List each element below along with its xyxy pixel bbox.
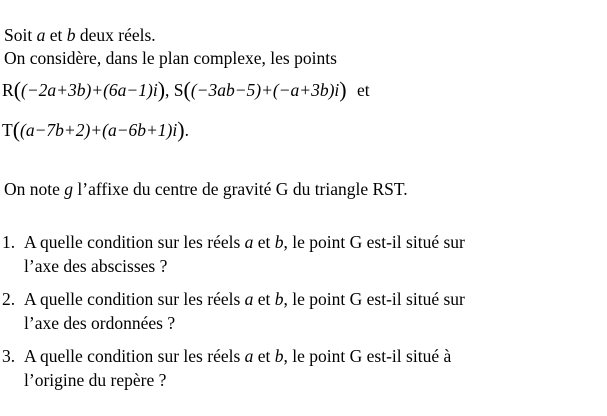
question-line-2: l’axe des ordonnées ? — [24, 313, 176, 333]
separator: , — [165, 80, 170, 100]
question-line-1 — [24, 288, 465, 310]
point-T-label: T — [2, 120, 13, 140]
intro-text: et — [45, 25, 67, 45]
question-number: 3. — [2, 346, 16, 366]
point-R-label: R — [2, 80, 14, 100]
point-S-label: S — [173, 80, 184, 100]
question-number: 2. — [2, 289, 16, 309]
intro-text: Soit — [4, 25, 37, 45]
points-R-S — [2, 78, 370, 101]
question-text: A quelle condition sur les réels — [24, 346, 245, 366]
question-text: , le point G est-il situé sur — [283, 289, 465, 309]
question-text: A quelle condition sur les réels — [24, 232, 245, 252]
note-text: On note — [4, 179, 65, 199]
and-word: et — [357, 80, 370, 100]
intro-line-1 — [4, 24, 156, 46]
paren-close: ) — [177, 117, 185, 142]
paren-open: ( — [12, 117, 21, 142]
var-b: b — [274, 289, 284, 309]
point-S-affix: (−3ab−5)+(−a+3b)i — [190, 80, 340, 100]
intro-line-2: On considère, dans le plan complexe, les points — [4, 48, 337, 68]
paren-open: ( — [13, 77, 22, 102]
paren-open: ( — [183, 77, 191, 102]
var-a: a — [244, 289, 254, 309]
paren-close: ) — [157, 77, 166, 102]
question-text: , le point G est-il situé sur — [283, 232, 465, 252]
question-text: , le point G est-il situé à — [283, 346, 452, 366]
question-line-2: l’origine du repère ? — [24, 370, 167, 390]
question-text: et — [253, 289, 275, 309]
var-b: b — [274, 346, 284, 366]
question-number: 1. — [2, 232, 16, 252]
var-a: a — [36, 25, 46, 45]
question-text: A quelle condition sur les réels — [24, 289, 245, 309]
var-b: b — [274, 232, 284, 252]
question-line-2: l’axe des abscisses ? — [24, 256, 168, 276]
paren-close: ) — [339, 77, 347, 102]
var-a: a — [244, 232, 254, 252]
intro-text: deux réels. — [75, 25, 156, 45]
question-text: et — [253, 232, 275, 252]
period: . — [184, 120, 189, 140]
question-text: et — [253, 346, 275, 366]
var-g: g — [64, 179, 74, 199]
question-line-1 — [24, 345, 451, 367]
point-R-affix: (−2a+3b)+(6a−1)i — [21, 80, 158, 100]
point-T-affix: (a−7b+2)+(a−6b+1)i — [20, 120, 178, 140]
var-a: a — [244, 346, 254, 366]
note-text: l’affixe du centre de gravité G du triangle RST. — [73, 179, 408, 199]
note-line — [4, 178, 408, 200]
point-T — [2, 118, 189, 141]
var-b: b — [66, 25, 76, 45]
question-line-1 — [24, 231, 465, 253]
